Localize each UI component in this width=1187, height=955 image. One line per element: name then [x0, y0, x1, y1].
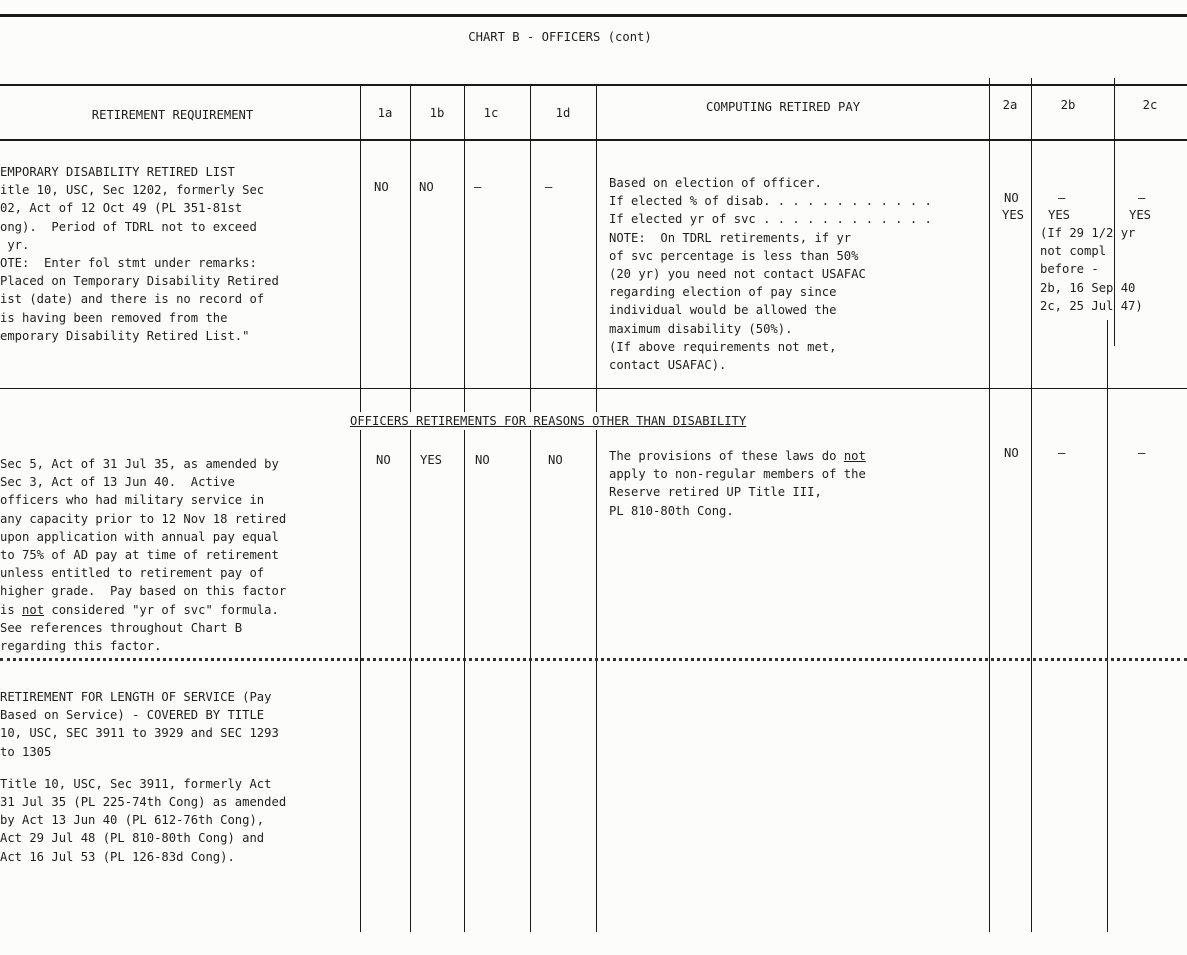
- text-line: Based on Service) - COVERED BY TITLE: [0, 708, 265, 723]
- text-line: emporary Disability Retired List.": [0, 328, 250, 343]
- top-rule: [0, 14, 1187, 17]
- header-computing-retired-pay: COMPUTING RETIRED PAY: [705, 100, 861, 114]
- text-line: See references throughout Chart B: [0, 620, 243, 635]
- text-line: Title 10, USC, Sec 3911, formerly Act: [0, 776, 272, 791]
- text-line: NOTE: On TDRL retirements, if yr: [609, 230, 852, 245]
- text-line: by Act 13 Jun 40 (PL 612-76th Cong),: [0, 813, 265, 828]
- row2-1b: YES: [420, 453, 443, 467]
- text-line: Based on election of officer.: [609, 176, 822, 190]
- text-line: OTE: Enter fol stmt under remarks:: [0, 256, 257, 271]
- col-divider-1b: [410, 84, 411, 932]
- text-line: not compl: [1040, 244, 1107, 259]
- text-line: 10, USC, SEC 3911 to 3929 and SEC 1293: [0, 726, 279, 741]
- row3-requirement-text: [0, 688, 286, 866]
- row2-2a: NO: [1004, 446, 1019, 460]
- text-line: is having been removed from the: [0, 310, 228, 325]
- col-divider-2c-lower: [1107, 320, 1108, 932]
- row1-2c-line1: –: [1138, 191, 1146, 205]
- underlined-not: not: [843, 449, 866, 463]
- text-line: unless entitled to retirement pay of: [0, 566, 265, 581]
- text-line: officers who had military service in: [0, 493, 265, 508]
- text-line: PL 810-80th Cong.: [609, 503, 734, 518]
- chart-title: CHART B - OFFICERS (cont): [468, 30, 652, 44]
- row2-1c: NO: [475, 453, 490, 467]
- text-line: contact USAFAC).: [609, 358, 727, 373]
- row1-1a: NO: [374, 180, 389, 194]
- header-2a: 2a: [1002, 98, 1018, 112]
- row2-1a: NO: [376, 453, 391, 467]
- text-line: any capacity prior to 12 Nov 18 retired: [0, 511, 287, 526]
- text-line: Act 16 Jul 53 (PL 126-83d Cong).: [0, 849, 235, 864]
- text-line: EMPORARY DISABILITY RETIRED LIST: [0, 165, 235, 179]
- text-line: regarding election of pay since: [609, 285, 837, 300]
- col-divider-1a: [360, 84, 361, 932]
- row1-1c: –: [474, 180, 482, 194]
- col-divider-2b: [1031, 78, 1032, 932]
- row1-bottom-rule: [0, 388, 1187, 389]
- text-line: upon application with annual pay equal: [0, 529, 279, 544]
- row2-2b: –: [1058, 446, 1066, 460]
- text-line: to 1305: [0, 744, 52, 759]
- header-2c: 2c: [1142, 98, 1158, 112]
- text-line-with-underline: [0, 601, 286, 619]
- underlined-not: not: [22, 602, 45, 617]
- row1-2c-line2: YES: [1129, 208, 1152, 222]
- row2-computing-text: [609, 447, 866, 520]
- text-line: 2b, 16 Sep 40: [1040, 280, 1136, 295]
- text-line: Placed on Temporary Disability Retired: [0, 274, 279, 289]
- row1-2b-line1: –: [1058, 191, 1066, 205]
- col-divider-1c: [464, 84, 465, 932]
- header-1a: 1a: [377, 106, 393, 120]
- header-bottom-rule: [0, 139, 1187, 141]
- text-line: RETIREMENT FOR LENGTH OF SERVICE (Pay: [0, 690, 272, 704]
- text-line: 02, Act of 12 Oct 49 (PL 351-81st: [0, 201, 243, 216]
- text-line: yr.: [0, 237, 30, 252]
- header-1d: 1d: [555, 106, 571, 120]
- text-line: 31 Jul 35 (PL 225-74th Cong) as amended: [0, 795, 287, 810]
- text-fragment: The provisions of these laws do: [609, 449, 844, 463]
- text-line: Reserve retired UP Title III,: [609, 485, 822, 500]
- col-divider-1d: [530, 84, 531, 932]
- text-line: higher grade. Pay based on this factor: [0, 584, 287, 599]
- text-line: [0, 761, 286, 775]
- text-line: ist (date) and there is no record of: [0, 292, 265, 307]
- col-divider-computing: [596, 84, 597, 932]
- row1-computing-text: [609, 174, 932, 374]
- text-line: (20 yr) you need not contact USAFAC: [609, 267, 866, 282]
- text-fragment: considered "yr of svc" formula.: [44, 602, 279, 617]
- text-line: before -: [1040, 262, 1099, 277]
- row2-2c: –: [1138, 446, 1146, 460]
- text-fragment: is: [0, 602, 23, 617]
- text-line: Act 29 Jul 48 (PL 810-80th Cong) and: [0, 831, 265, 846]
- row1-1d: –: [545, 180, 553, 194]
- text-line: (If above requirements not met,: [609, 339, 837, 354]
- text-line: itle 10, USC, Sec 1202, formerly Sec: [0, 183, 265, 198]
- text-line: apply to non-regular members of the: [609, 467, 866, 482]
- row1-requirement-text: [0, 163, 279, 345]
- text-line: individual would be allowed the: [609, 303, 837, 318]
- text-line: ong). Period of TDRL not to exceed: [0, 219, 257, 234]
- row1-1b: NO: [419, 180, 434, 194]
- text-line: of svc percentage is less than 50%: [609, 248, 859, 263]
- text-line: If elected % of disab. . . . . . . . . . . .: [609, 194, 932, 209]
- text-line: regarding this factor.: [0, 639, 162, 654]
- header-top-rule: [0, 84, 1187, 86]
- row2-1d: NO: [548, 453, 563, 467]
- header-1b: 1b: [429, 106, 445, 120]
- section-heading: OFFICERS RETIREMENTS FOR REASONS OTHER THAN DISABILITY: [348, 412, 748, 430]
- row1-2b-line2: YES: [1048, 208, 1071, 222]
- text-line: (If 29 1/2 yr: [1040, 226, 1136, 240]
- dotted-separator: [0, 658, 1187, 664]
- row1-2a-line2: YES: [1002, 208, 1025, 222]
- text-line: Sec 5, Act of 31 Jul 35, as amended by: [0, 457, 279, 471]
- text-line: to 75% of AD pay at time of retirement: [0, 548, 279, 563]
- text-line: Sec 3, Act of 13 Jun 40. Active: [0, 475, 235, 490]
- text-line-with-underline: [609, 447, 866, 465]
- row2-requirement-text: [0, 455, 286, 655]
- col-divider-2a: [989, 78, 990, 932]
- text-line: 2c, 25 Jul 47): [1040, 298, 1143, 313]
- row1-2a-line1: NO: [1004, 191, 1019, 205]
- row1-2b-note: [1040, 224, 1143, 315]
- header-retirement-requirement: RETIREMENT REQUIREMENT: [91, 108, 254, 122]
- header-1c: 1c: [483, 106, 499, 120]
- text-line: maximum disability (50%).: [609, 321, 793, 336]
- header-2b: 2b: [1060, 98, 1076, 112]
- text-line: If elected yr of svc . . . . . . . . . . . .: [609, 212, 932, 227]
